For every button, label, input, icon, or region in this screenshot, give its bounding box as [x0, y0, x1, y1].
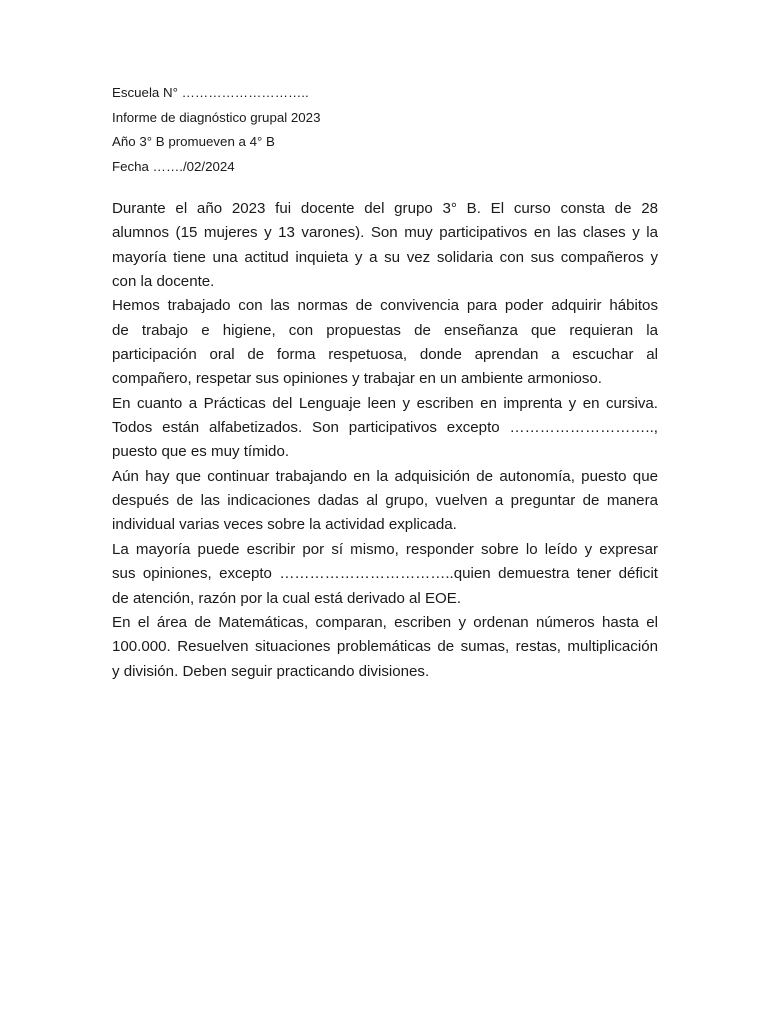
- paragraph-coexistence: [112, 294, 658, 391]
- date-line: Fecha ……./02/2024: [112, 159, 235, 175]
- body-line: 100.000. Resuelven situaciones problemáticas de sumas, restas, multiplicación: [112, 638, 658, 656]
- document-header: [112, 84, 672, 183]
- paragraph-group-overview: [112, 197, 658, 294]
- paragraph-mathematics: [112, 611, 658, 684]
- body-line: individual varias veces sobre la actividad explicada.: [112, 516, 457, 534]
- school-line: Escuela N° ………………………..: [112, 85, 309, 100]
- body-line: con la docente.: [112, 273, 215, 291]
- body-line: mayoría tiene una actitud inquieta y a su vez solidaria con sus compañeros y: [112, 248, 658, 266]
- body-line: En cuanto a Prácticas del Lenguaje leen y escriben en imprenta y en cursiva.: [112, 394, 658, 412]
- body-line: Durante el año 2023 fui docente del grupo 3° B. El curso consta de 28: [112, 200, 658, 217]
- body-line: Todos están alfabetizados. Son participativos excepto ………………………..,: [112, 419, 658, 437]
- report-title: Informe de diagnóstico grupal 2023: [112, 109, 321, 125]
- body-line: después de las indicaciones dadas al grupo, vuelven a preguntar de manera: [112, 492, 658, 510]
- paragraph-language-practices: [112, 392, 658, 465]
- body-line: participación oral de forma respetuosa, donde aprendan a escuchar al: [112, 346, 658, 364]
- grade-line: Año 3° B promueven a 4° B: [112, 134, 275, 150]
- paragraph-reading-writing: [112, 538, 658, 611]
- body-line: Hemos trabajado con las normas de convivencia para poder adquirir hábitos: [112, 297, 658, 315]
- body-line: compañero, respetar sus opiniones y trabajar en un ambiente armonioso.: [112, 370, 602, 388]
- body-line: En el área de Matemáticas, comparan, escriben y ordenan números hasta el: [112, 613, 658, 631]
- body-line: Aún hay que continuar trabajando en la adquisición de autonomía, puesto que: [112, 467, 658, 485]
- body-line: de trabajo e higiene, con propuestas de enseñanza que requieran la: [112, 321, 658, 339]
- body-line: puesto que es muy tímido.: [112, 443, 290, 461]
- body-line: y división. Deben seguir practicando divisiones.: [112, 662, 430, 680]
- body-line: de atención, razón por la cual está derivado al EOE.: [112, 589, 462, 607]
- body-line: La mayoría puede escribir por sí mismo, responder sobre lo leído y expresar: [112, 540, 658, 558]
- body-line: sus opiniones, excepto ……………………………..quien demuestra tener déficit: [112, 565, 658, 583]
- paragraph-autonomy: [112, 465, 658, 538]
- body-line: alumnos (15 mujeres y 13 varones). Son muy participativos en las clases y la: [112, 224, 658, 242]
- document-body: [112, 197, 658, 684]
